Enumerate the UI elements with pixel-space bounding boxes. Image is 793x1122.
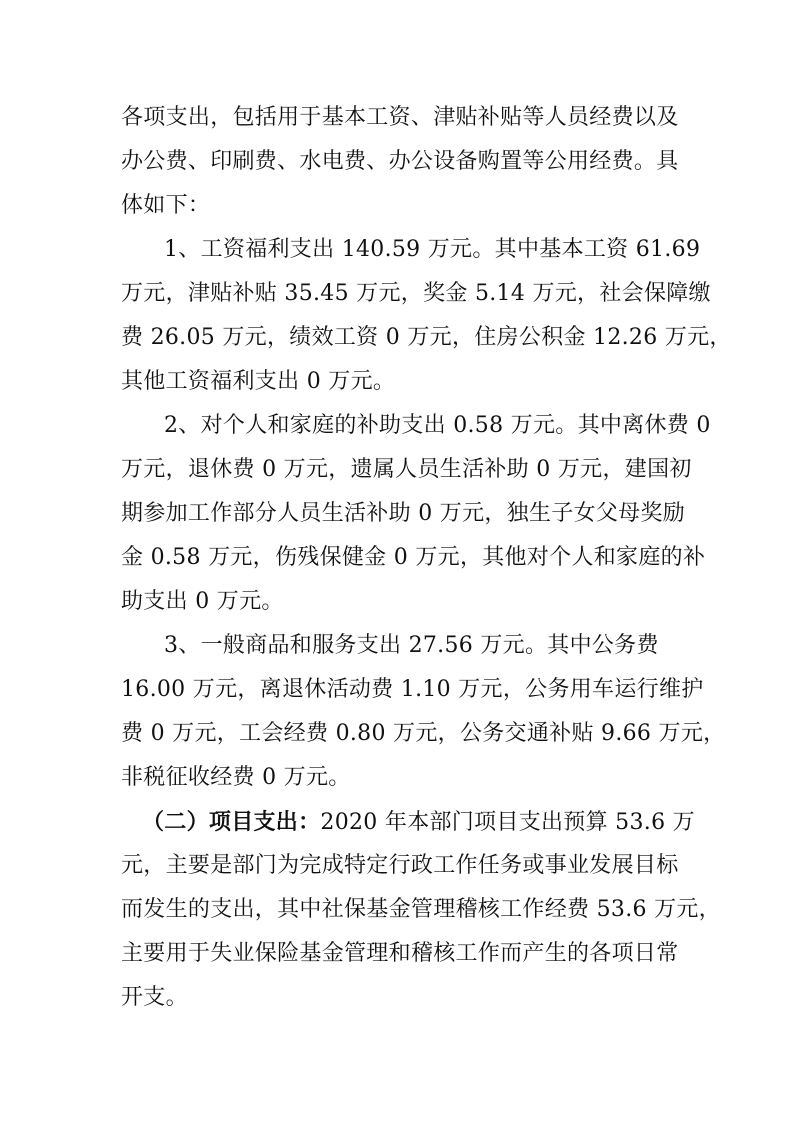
- paragraph-line: 16.00 万元，离退休活动费 1.10 万元，公务用车运行维护: [121, 677, 704, 702]
- paragraph-line: 2、对个人和家庭的补助支出 0.58 万元。其中离休费 0: [164, 413, 711, 438]
- section-heading: （二）项目支出：: [142, 809, 321, 835]
- paragraph-line: 非税征收经费 0 万元。: [121, 765, 351, 790]
- paragraph-line: 各项支出，包括用于基本工资、津贴补贴等人员经费以及: [121, 105, 679, 130]
- paragraph-line: 办公费、印刷费、水电费、办公设备购置等公用经费。具: [121, 149, 679, 174]
- paragraph-line: 万元，退休费 0 万元，遗属人员生活补助 0 万元，建国初: [121, 457, 692, 482]
- paragraph-line: 万元，津贴补贴 35.45 万元，奖金 5.14 万元，社会保障缴: [121, 281, 711, 306]
- paragraph-line: 其他工资福利支出 0 万元。: [121, 369, 396, 394]
- paragraph-line: 3、一般商品和服务支出 27.56 万元。其中公务费: [164, 633, 659, 658]
- paragraph-line: 金 0.58 万元，伤残保健金 0 万元，其他对个人和家庭的补: [121, 545, 706, 570]
- paragraph-line: 元，主要是部门为完成特定行政工作任务或事业发展目标: [121, 853, 679, 878]
- section-heading-rest: 2020 年本部门项目支出预算 53.6 万: [320, 810, 695, 835]
- paragraph-line: 助支出 0 万元。: [121, 589, 284, 614]
- paragraph-line: 期参加工作部分人员生活补助 0 万元，独生子女父母奖励: [121, 501, 686, 526]
- paragraph-line: 主要用于失业保险基金管理和稽核工作而产生的各项日常: [121, 941, 679, 966]
- paragraph-line: 体如下：: [121, 193, 211, 218]
- paragraph-line: 开支。: [121, 985, 188, 1010]
- section-heading-line: [142, 809, 695, 836]
- paragraph-line: 1、工资福利支出 140.59 万元。其中基本工资 61.69: [164, 237, 701, 262]
- paragraph-line: 费 0 万元，工会经费 0.80 万元，公务交通补贴 9.66 万元，: [121, 721, 726, 746]
- paragraph-line: 而发生的支出，其中社保基金管理稽核工作经费 53.6 万元，: [121, 897, 721, 922]
- paragraph-line: 费 26.05 万元，绩效工资 0 万元，住房公积金 12.26 万元，: [121, 325, 732, 350]
